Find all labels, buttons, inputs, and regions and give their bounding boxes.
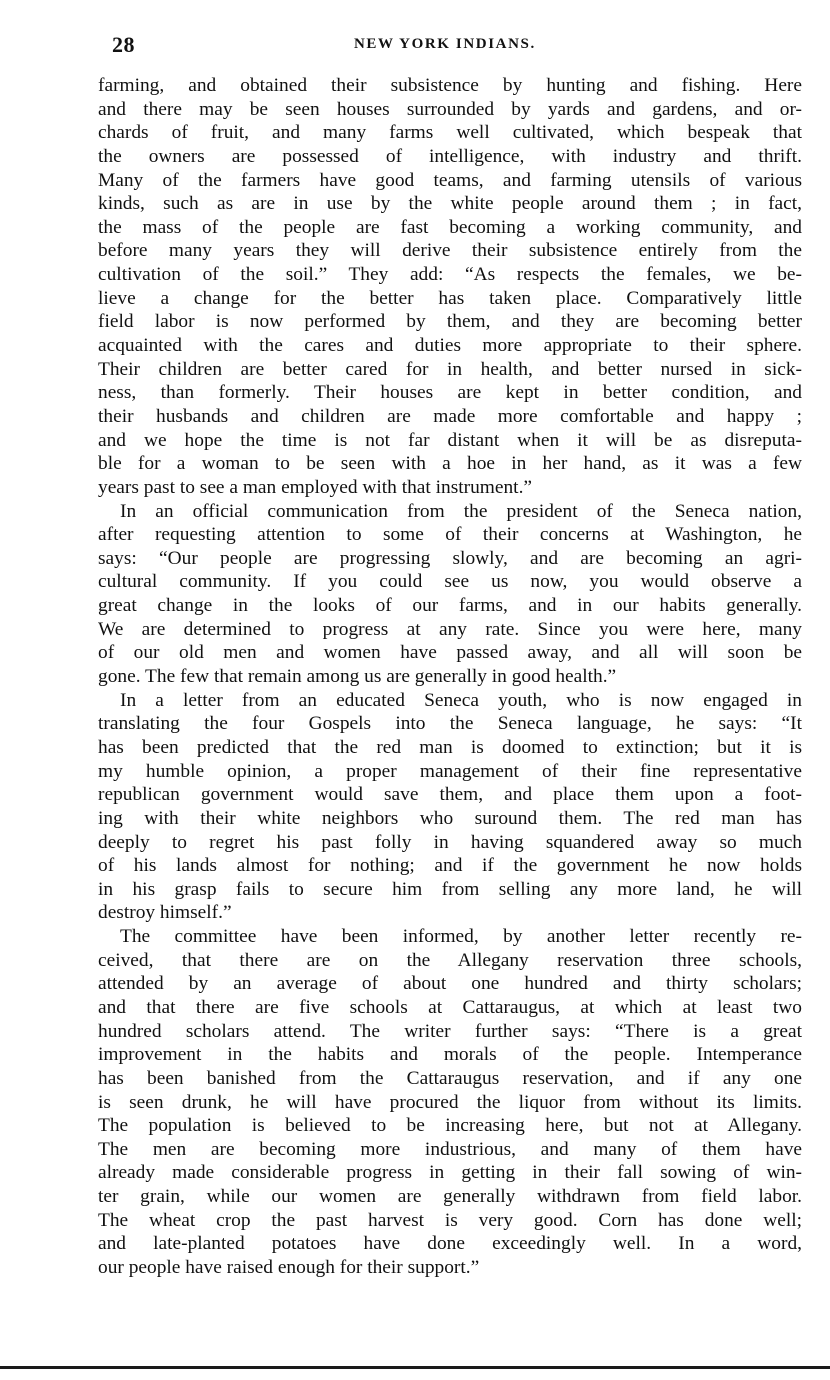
text-line: ter grain, while our women are generally withdrawn from field labor. — [98, 1186, 802, 1208]
text-line: and we hope the time is not far distant when it will be as disreputa- — [98, 429, 802, 451]
text-line: deeply to regret his past folly in having squandered away so much — [98, 831, 802, 853]
text-line: chards of fruit, and many farms well cultivated, which bespeak that — [98, 122, 802, 144]
text-line: ble for a woman to be seen with a hoe in her hand, as it was a few — [98, 453, 802, 475]
text-line: ceived, that there are on the Allegany reservation three schools, — [98, 949, 802, 971]
text-line: farming, and obtained their subsistence by hunting and fishing. Here — [98, 75, 802, 96]
body-text — [98, 74, 802, 1280]
paragraph — [98, 689, 802, 925]
text-line: of our old men and women have passed away, and all will soon be — [98, 642, 802, 664]
text-line: improvement in the habits and morals of the people. Intemperance — [98, 1044, 802, 1066]
text-line: great change in the looks of our farms, and in our habits generally. — [98, 595, 802, 617]
text-line: field labor is now performed by them, and they are becoming better — [98, 311, 802, 333]
text-line: and late-planted potatoes have done exceedingly well. In a word, — [98, 1233, 802, 1255]
text-line: destroy himself.” — [98, 902, 232, 924]
text-line: cultural community. If you could see us now, you would observe a — [98, 571, 802, 593]
text-line: The committee have been informed, by another letter recently re- — [120, 926, 802, 948]
text-line: the owners are possessed of intelligence, with industry and thrift. — [98, 145, 802, 167]
text-line: says: “Our people are progressing slowly, and are becoming an agri- — [98, 547, 802, 569]
text-line: acquainted with the cares and duties more appropriate to their sphere. — [98, 335, 802, 357]
text-line: hundred scholars attend. The writer further says: “There is a great — [98, 1020, 802, 1042]
text-line: before many years they will derive their subsistence entirely from the — [98, 240, 802, 262]
text-line: translating the four Gospels into the Seneca language, he says: “It — [98, 713, 802, 735]
text-line: the mass of the people are fast becoming a working community, and — [98, 216, 802, 238]
text-line: and there may be seen houses surrounded by yards and gardens, and or- — [98, 98, 802, 120]
text-line: The men are becoming more industrious, and many of them have — [98, 1138, 802, 1160]
text-line: and that there are five schools at Cattaraugus, at which at least two — [98, 996, 802, 1018]
text-line: Many of the farmers have good teams, and farming utensils of various — [98, 169, 802, 191]
paragraph — [98, 74, 802, 500]
text-line: years past to see a man employed with that instrument.” — [98, 476, 533, 498]
text-line: already made considerable progress in getting in their fall sowing of win- — [98, 1162, 802, 1184]
text-line: of his lands almost for nothing; and if the government he now holds — [98, 855, 802, 877]
text-line: after requesting attention to some of their concerns at Washington, he — [98, 524, 802, 546]
text-line: The wheat crop the past harvest is very good. Corn has done well; — [98, 1209, 802, 1231]
text-line: gone. The few that remain among us are generally in good health.” — [98, 666, 617, 688]
text-line: has been predicted that the red man is doomed to extinction; but it is — [98, 736, 802, 758]
text-line: their husbands and children are made more comfortable and happy ; — [98, 405, 802, 427]
text-line: ing with their white neighbors who suround them. The red man has — [98, 807, 802, 829]
paragraph — [98, 925, 802, 1280]
text-line: republican government would save them, and place them upon a foot- — [98, 784, 802, 806]
running-title: NEW YORK INDIANS. — [354, 36, 536, 52]
page-number: 28 — [112, 32, 135, 57]
text-line: Their children are better cared for in health, and better nursed in sick- — [98, 358, 802, 380]
text-line: kinds, such as are in use by the white people around them ; in fact, — [98, 193, 802, 215]
text-line: lieve a change for the better has taken place. Comparatively little — [98, 287, 802, 309]
text-line: In a letter from an educated Seneca youth, who is now engaged in — [120, 689, 802, 711]
text-line: has been banished from the Cattaraugus reservation, and if any one — [98, 1067, 802, 1089]
running-head — [96, 30, 804, 60]
text-line: my humble opinion, a proper management of their fine representative — [98, 760, 802, 782]
text-line: cultivation of the soil.” They add: “As respects the females, we be- — [98, 264, 802, 286]
text-line: We are determined to progress at any rate. Since you were here, many — [98, 618, 802, 640]
text-line: in his grasp fails to secure him from selling any more land, he will — [98, 878, 802, 900]
text-line: The population is believed to be increasing here, but not at Allegany. — [98, 1115, 802, 1137]
text-line: In an official communication from the president of the Seneca nation, — [120, 500, 802, 522]
text-line: is seen drunk, he will have procured the liquor from without its limits. — [98, 1091, 802, 1113]
paragraph — [98, 500, 802, 689]
page-bottom-border — [0, 1366, 830, 1369]
text-line: our people have raised enough for their support.” — [98, 1257, 480, 1279]
text-line: ness, than formerly. Their houses are kept in better condition, and — [98, 382, 802, 404]
text-line: attended by an average of about one hundred and thirty scholars; — [98, 973, 802, 995]
